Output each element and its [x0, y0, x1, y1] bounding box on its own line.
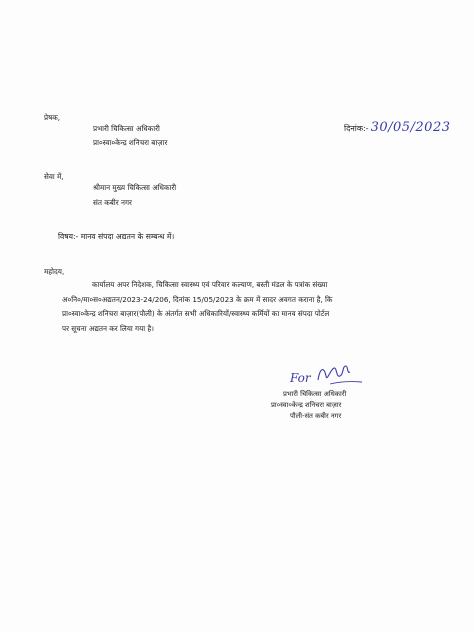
sender-label: प्रेषक,	[44, 113, 61, 122]
date-row	[344, 120, 451, 135]
signature-line1: प्रभारी चिकित्सा अधिकारी	[283, 390, 347, 398]
sender-line1: प्रभारी चिकित्सा अधिकारी	[93, 124, 160, 133]
date-value: 30/05/2023	[370, 120, 451, 135]
signature-line2: प्रा०स्वा०केन्द्र शनिचरा बाज़ार	[271, 401, 342, 409]
sender-line2: प्रा०स्वा०केन्द्र शनिचरा बाज़ार	[93, 138, 168, 147]
recipient-line1: श्रीमान मुख्य चिकित्सा अधिकारी	[93, 183, 177, 192]
signature-line3: पौली-संत कबीर नगर	[290, 412, 342, 420]
recipient-label: सेवा में,	[44, 172, 64, 181]
signature-handwritten: For	[290, 371, 311, 385]
signature-scribble	[290, 362, 380, 390]
subject-line: विषय:- मानव संपदा अद्यतन के सम्बन्ध में।	[58, 232, 175, 241]
body-paragraph	[62, 278, 414, 336]
body-line: कार्यालय अपर निदेशक, चिकित्सा स्वास्थ्य एवं परिवार कल्याण, बस्ती मंडल के पत्रांक संख्या	[92, 280, 328, 289]
recipient-line2: संत कबीर नगर	[93, 198, 132, 207]
signature-underline	[330, 382, 362, 384]
body-line: पर सूचना अद्यतन कर लिया गया है।	[62, 323, 154, 333]
body-line: अ०नि०/मा०स०अद्यतन/2023-24/206, दिनांक 15/05/2023 के क्रम में सादर अवगत कराना है, कि	[62, 294, 333, 304]
body-line: प्रा०स्वा०केन्द्र शनिचरा बाज़ार(पौली) के अंतर्गत सभी अधिकारियों/स्वास्थ्य कर्मियों का मानव संपदा पोर्टल	[62, 309, 330, 318]
date-label: दिनांक:-	[344, 124, 369, 133]
signature-stroke	[318, 366, 350, 380]
salutation: महोदय,	[44, 267, 65, 276]
